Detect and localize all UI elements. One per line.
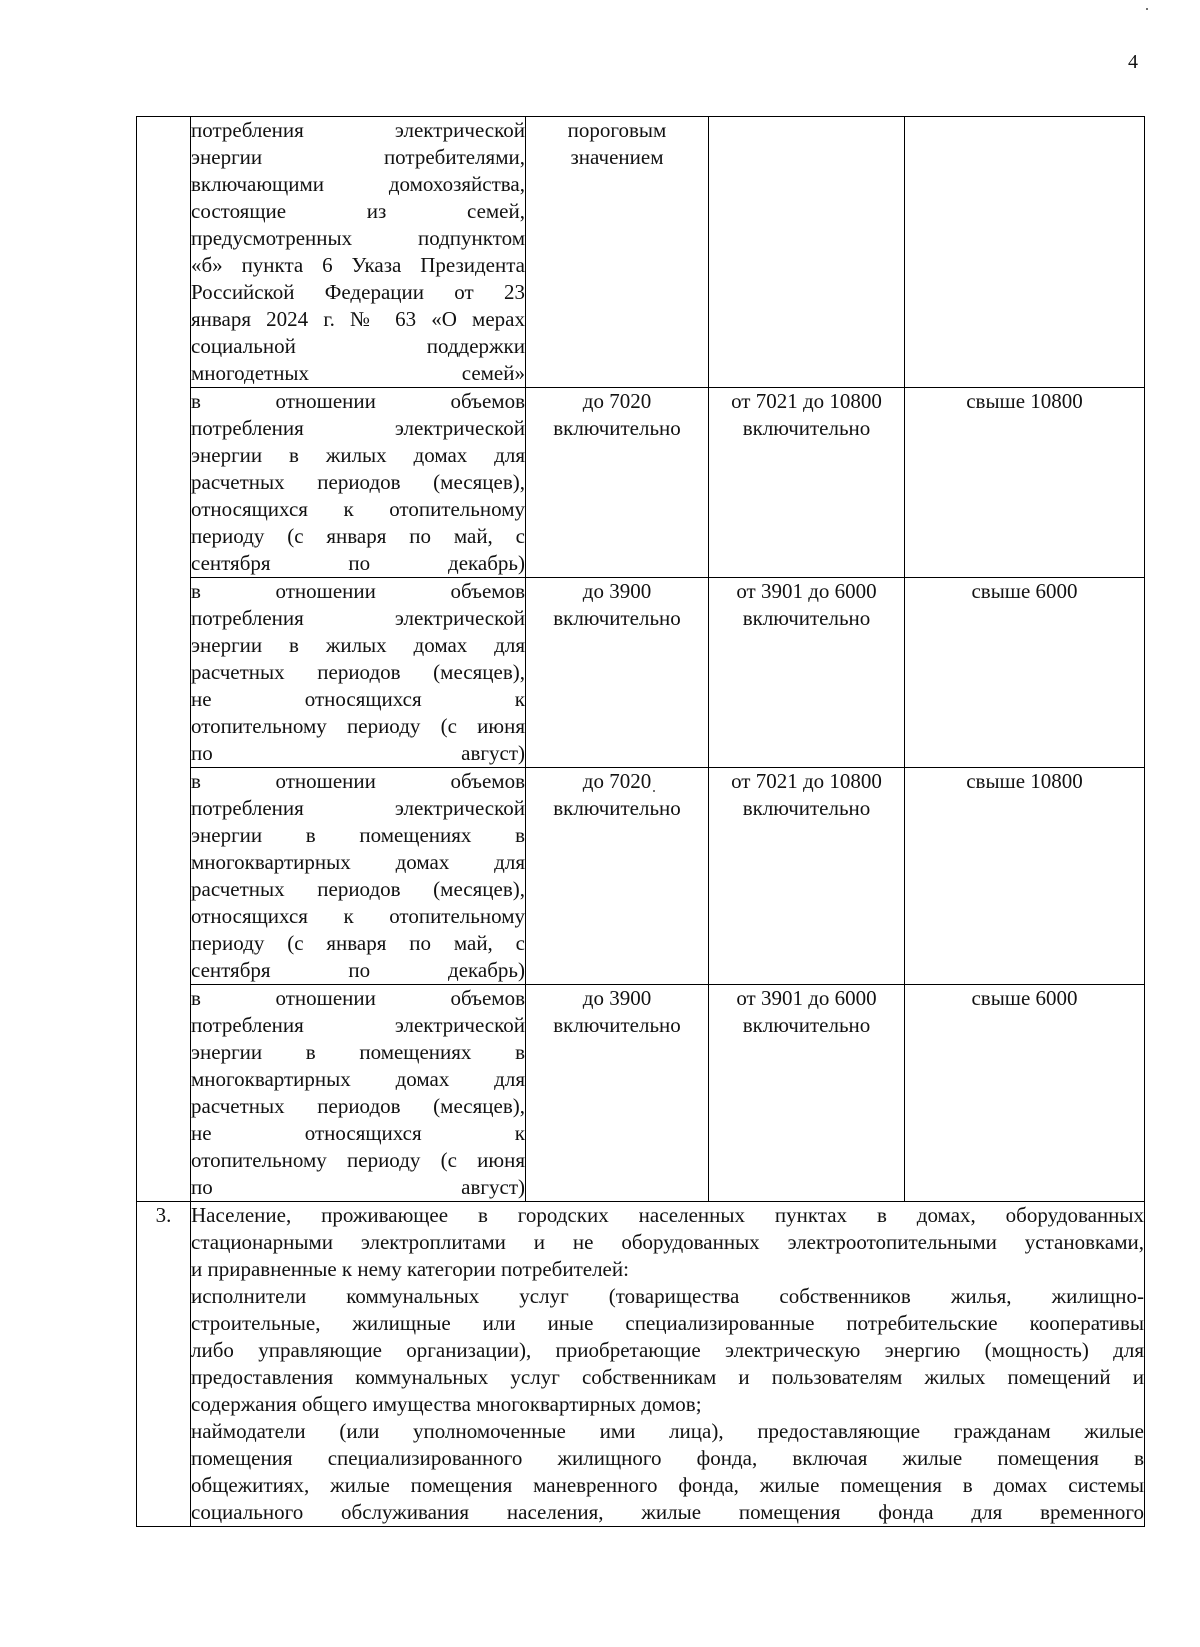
description-line: отопительному периоду (с июня [191,714,525,738]
description-line: Российской Федерации от 23 [191,280,525,304]
description-line: энергии потребителями, [191,145,525,169]
category-line: помещения специализированного жилищного фонда, включая жилые помещения в [191,1446,1144,1470]
description-line: расчетных периодов (месяцев), [191,1094,525,1118]
description-line: потребления электрической [191,416,525,440]
description-line: многоквартирных домах для [191,850,525,874]
description-line: потребления электрической [191,1013,525,1037]
range-cell: от 7021 до 10800 включительно [709,388,905,578]
description-line: в отношении объемов [191,579,525,603]
category-line: либо управляющие организации), приобретающие электрическую энергию (мощность) для [191,1338,1144,1362]
description-line: периоду (с января по май, с [191,931,525,955]
description-line: состоящие из семей, [191,199,525,223]
category-line: и приравненные к нему категории потребителей: [191,1257,629,1281]
category-line: Население, проживающее в городских населенных пунктах в домах, оборудованных [191,1203,1144,1227]
description-line: по август) [191,1175,525,1199]
table-row [137,388,1145,578]
description-line: энергии в помещениях в [191,1040,525,1064]
threshold-cell: до 7020 включительно [526,768,709,985]
description-line: сентября по декабрь) [191,958,525,982]
category-line: предоставления коммунальных услуг собственникам и пользователям жилых помещений и [191,1365,1144,1389]
threshold-cell: до 3900 включительно [526,578,709,768]
table-row [137,117,1145,388]
above-cell: свыше 10800 [905,768,1145,985]
page-number: 4 [1128,51,1138,73]
description-line: не относящихся к [191,687,525,711]
description-cell [191,985,526,1202]
description-line: многоквартирных домах для [191,1067,525,1091]
scan-speck [653,790,655,792]
category-line: наймодатели (или уполномоченные ими лица), предоставляющие гражданам жилые [191,1419,1144,1443]
description-line: потребления электрической [191,796,525,820]
description-line: потребления электрической [191,118,525,142]
description-line: в отношении объемов [191,986,525,1010]
row-number-cell: 3. [137,1202,191,1527]
scan-speck [1146,8,1148,10]
above-cell [905,117,1145,388]
description-line: января 2024 г. № 63 «О мерах [191,307,525,331]
description-cell [191,388,526,578]
table-row [137,1202,1145,1527]
category-line: общежитиях, жилые помещения маневренного фонда, жилые помещения в домах системы [191,1473,1144,1497]
category-line: строительные, жилищные или иные специализированные потребительские кооперативы [191,1311,1144,1335]
description-line: энергии в жилых домах для [191,633,525,657]
category-line: исполнители коммунальных услуг (товарищества собственников жилья, жилищно- [191,1284,1144,1308]
description-cell [191,578,526,768]
category-description-cell [191,1202,1145,1527]
above-cell: свыше 6000 [905,578,1145,768]
description-line: расчетных периодов (месяцев), [191,470,525,494]
table-row [137,578,1145,768]
range-cell: от 3901 до 6000 включительно [709,578,905,768]
description-line: в отношении объемов [191,769,525,793]
range-cell: от 7021 до 10800 включительно [709,768,905,985]
threshold-cell: пороговым значением [526,117,709,388]
category-line: социального обслуживания населения, жилые помещения фонда для временного [191,1500,1144,1524]
description-line: энергии в помещениях в [191,823,525,847]
category-line: стационарными электроплитами и не оборудованных электроотопительными установками, [191,1230,1144,1254]
description-line: не относящихся к [191,1121,525,1145]
description-line: сентября по декабрь) [191,551,525,575]
description-line: относящихся к отопительному [191,904,525,928]
row-number-cell [137,117,191,1202]
description-line: отопительному периоду (с июня [191,1148,525,1172]
description-line: потребления электрической [191,606,525,630]
description-line: многодетных семей» [191,361,525,385]
range-cell: от 3901 до 6000 включительно [709,985,905,1202]
tariff-table [136,116,1145,1527]
description-cell [191,768,526,985]
description-line: расчетных периодов (месяцев), [191,660,525,684]
description-line: социальной поддержки [191,334,525,358]
table-row [137,768,1145,985]
category-line: содержания общего имущества многоквартирных домов; [191,1392,702,1416]
range-cell [709,117,905,388]
description-cell [191,117,526,388]
description-line: относящихся к отопительному [191,497,525,521]
description-line: в отношении объемов [191,389,525,413]
threshold-cell: до 3900 включительно [526,985,709,1202]
above-cell: свыше 10800 [905,388,1145,578]
above-cell: свыше 6000 [905,985,1145,1202]
description-line: предусмотренных подпунктом [191,226,525,250]
table-row [137,985,1145,1202]
threshold-cell: до 7020 включительно [526,388,709,578]
description-line: включающими домохозяйства, [191,172,525,196]
description-line: по август) [191,741,525,765]
description-line: периоду (с января по май, с [191,524,525,548]
description-line: энергии в жилых домах для [191,443,525,467]
description-line: «б» пункта 6 Указа Президента [191,253,525,277]
description-line: расчетных периодов (месяцев), [191,877,525,901]
